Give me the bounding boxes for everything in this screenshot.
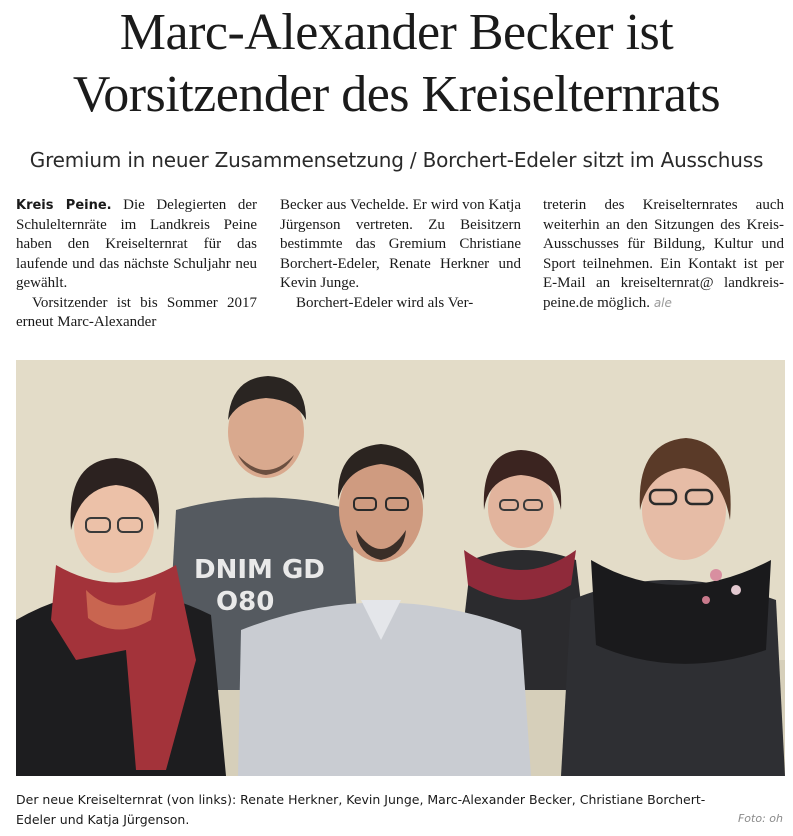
author-signature: ale: [653, 295, 672, 310]
column-2-paragraph-1: Becker aus Vechelde. Er wird von Katja Jürgenson vertreten. Zu Beisitzern bestimmte das Gremium Christiane Borchert-Edeler, Renate Herkner und Kevin Junge.: [280, 197, 521, 291]
subheadline: Gremium in neuer Zusammensetzung / Borchert-Edeler sitzt im Ausschuss: [29, 148, 764, 172]
column-2-paragraph-2: Borchert-Edeler wird als Ver-: [296, 294, 474, 311]
column-1-paragraph-2: Vorsitzender ist bis Sommer 2017 erneut Marc-Alexander: [16, 294, 257, 330]
article-column-2: [280, 196, 521, 313]
headline-line-2: Vorsitzender des Kreiselternrats: [72, 66, 721, 123]
photo-caption: Der neue Kreiselternrat (von links): Renate Herkner, Kevin Junge, Marc-Alexander Becker, Christiane Borchert-Edeler und Katja Jürgenson.: [16, 792, 706, 827]
column-1-paragraph-1: Die Delegierten der Schulelternräte im Landkreis Peine haben den Kreiselternrat für das laufende und das nächste Schuljahr neu gewählt.: [16, 197, 257, 291]
article-column-3: [543, 196, 784, 313]
article-column-1: [16, 196, 257, 333]
photo-credit: Foto: oh: [737, 812, 783, 825]
group-photo: [16, 360, 785, 776]
headline: [0, 2, 793, 126]
column-3-paragraph-1: treterin des Kreiselternrates auch weiterhin an den Sitzungen des Kreis-Ausschusses für Bildung, Kultur und Sport teilnehmen. Ein Kontakt ist per E-Mail an kreiselternrat@ landkreis-peine.de möglich.: [543, 197, 784, 311]
group-photo-illustration: [16, 360, 785, 776]
shirt-print-line-2: O80: [216, 587, 275, 617]
dateline: Kreis Peine.: [16, 198, 112, 213]
headline-line-1: Marc-Alexander Becker ist: [119, 4, 674, 61]
shirt-print-line-1: DNIM GD: [194, 555, 325, 585]
